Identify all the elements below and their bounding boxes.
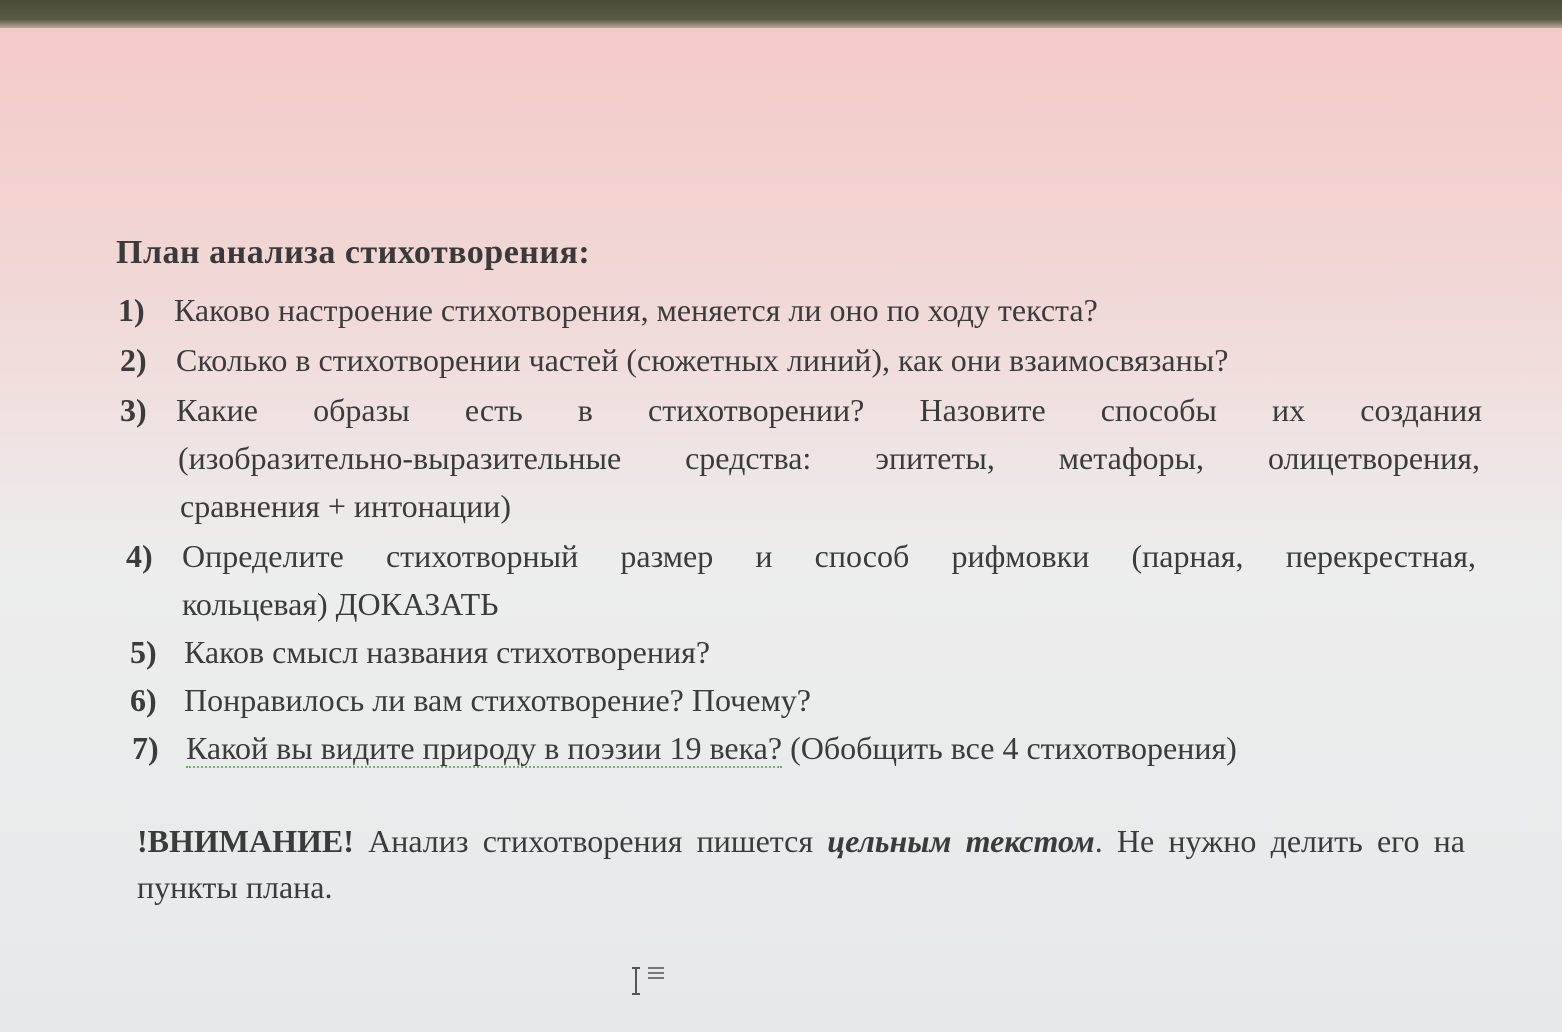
list-item-text: Какие образы есть в стихотворении? Назовите способы их создания — [176, 392, 1482, 428]
list-item-text: Каков смысл названия стихотворения? — [184, 634, 711, 670]
list-item-text: (Обобщить все 4 стихотворения) — [782, 730, 1237, 766]
list-number: 1) — [118, 292, 145, 328]
notice-text: . Не нужно делить его на пункты плана. — [137, 823, 1466, 905]
list-number: 4) — [126, 538, 153, 574]
list-item-text: Понравилось ли вам стихотворение? Почему? — [184, 682, 811, 718]
list-item-7 — [132, 724, 1432, 772]
list-item-text: Сколько в стихотворении частей (сюжетных линий), как они взаимосвязаны? — [176, 342, 1229, 378]
list-item-1 — [118, 286, 1478, 334]
notice-text: Анализ стихотворения пишется — [353, 823, 828, 859]
list-item-text: (изобразительно-выразительные средства: эпитеты, метафоры, олицетворения, — [178, 440, 1480, 476]
text-cursor-icon — [628, 964, 676, 1000]
list-number: 3) — [120, 392, 147, 428]
list-number: 5) — [130, 634, 157, 670]
grammar-underlined-text[interactable]: Какой вы видите природу в поэзии 19 века? — [186, 730, 783, 766]
list-item-text: Каково настроение стихотворения, меняется ли оно по ходу текста? — [174, 292, 1098, 328]
list-number: 6) — [130, 682, 157, 718]
document-page[interactable] — [0, 28, 1562, 1032]
list-item-4 — [126, 532, 1476, 628]
list-item-3 — [120, 386, 1482, 532]
emphasis-text: цельным текстом — [827, 823, 1095, 859]
list-item-6 — [130, 676, 1430, 724]
list-item-text: сравнения + интонации) — [180, 488, 512, 524]
window-top-edge — [0, 0, 1562, 28]
warning-label: !ВНИМАНИЕ! — [137, 823, 354, 859]
document-title: План анализа стихотворения: — [116, 234, 591, 271]
list-item-5 — [130, 628, 1430, 676]
list-item-text: кольцевая) ДОКАЗАТЬ — [182, 586, 499, 622]
list-item-2 — [120, 336, 1480, 384]
list-number: 7) — [132, 730, 159, 766]
notice-paragraph — [137, 818, 1465, 910]
list-item-text: Определите стихотворный размер и способ рифмовки (парная, перекрестная, — [182, 538, 1476, 574]
list-number: 2) — [120, 342, 147, 378]
